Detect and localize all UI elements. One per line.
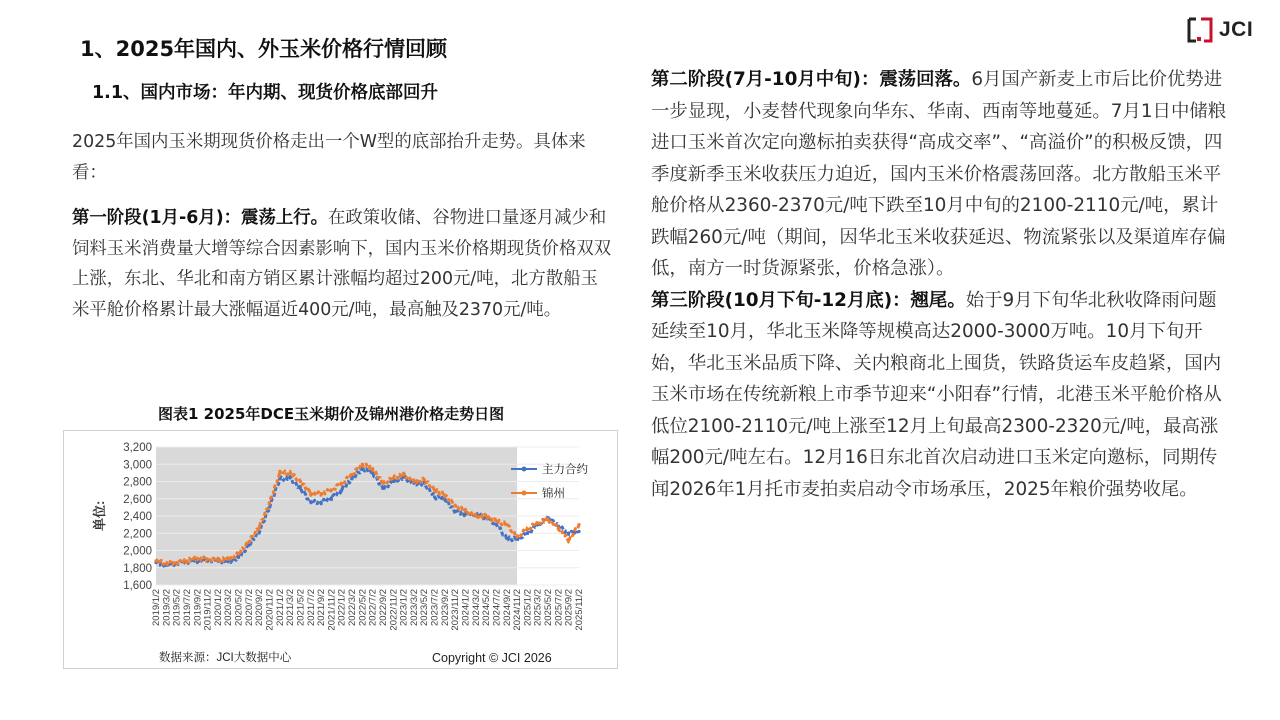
data-point <box>299 480 302 483</box>
y-axis-label: 单位: <box>92 500 107 531</box>
data-point <box>433 489 436 492</box>
data-point <box>299 487 302 490</box>
x-tick-label: 2022/11/2 <box>388 589 400 631</box>
data-point <box>309 501 312 504</box>
x-tick-label: 2024/11/2 <box>512 589 524 631</box>
x-tick-label: 2022/7/2 <box>367 589 379 626</box>
x-tick-label: 2025/5/2 <box>543 589 555 626</box>
data-point <box>392 480 395 483</box>
x-tick-label: 2024/5/2 <box>481 589 493 626</box>
x-tick-label: 2021/3/2 <box>285 589 297 626</box>
stage1-title: 第一阶段(1月-6月)：震荡上行。 <box>72 208 329 228</box>
x-tick-label: 2020/1/2 <box>212 589 224 626</box>
x-tick-label: 2019/7/2 <box>181 589 193 626</box>
x-tick-labels <box>151 589 585 631</box>
section-title: 1、2025年国内、外玉米价格行情回顾 <box>80 37 448 61</box>
intro-paragraph <box>72 127 612 188</box>
data-point <box>381 482 384 485</box>
data-point <box>154 559 157 562</box>
data-point <box>567 532 570 535</box>
stage2-paragraph <box>651 64 1227 285</box>
data-point <box>464 509 467 512</box>
data-point <box>454 510 457 513</box>
x-tick-label: 2025/3/2 <box>532 589 544 626</box>
y-tick-label: 1,800 <box>123 562 152 575</box>
y-tick-label: 3,000 <box>123 459 152 472</box>
data-point <box>247 540 250 543</box>
data-point <box>289 476 292 479</box>
data-point <box>196 557 199 560</box>
x-tick-label: 2022/1/2 <box>336 589 348 626</box>
data-point <box>237 556 240 559</box>
data-point <box>577 530 580 533</box>
data-point <box>536 521 539 524</box>
y-tick-label: 1,600 <box>123 580 152 592</box>
x-tick-label: 2025/11/2 <box>574 589 585 631</box>
stage2-body: 6月国产新麦上市后比价优势进一步显现，小麦替代现象向华东、华南、西南等地蔓延。7月1日中储粮进口玉米首次定向邀标拍卖获得“高成交率”、“高溢价”的积极反馈，四季度新季玉米收获压力迫近，国内玉米价格震荡回落。北方散船玉米平舱价格从2360-2370元/吨下跌至10月中旬的2100-2110元/吨，累计跌幅260元/吨（期间，因华北玉米收获延迟、物流紧张以及渠道库存偏低，南方一时货源紧张，价格急涨）。 <box>651 69 1227 279</box>
x-tick-label: 2025/7/2 <box>553 589 565 626</box>
data-point <box>340 489 343 492</box>
x-tick-label: 2023/11/2 <box>450 589 462 631</box>
copyright-note: Copyright © JCI 2026 <box>432 651 552 665</box>
data-point <box>567 539 570 542</box>
data-point <box>546 518 549 521</box>
data-point <box>165 562 168 565</box>
x-tick-label: 2023/7/2 <box>429 589 441 626</box>
x-tick-label: 2021/11/2 <box>326 589 338 631</box>
x-tick-label: 2021/7/2 <box>305 589 317 626</box>
data-point <box>381 487 384 490</box>
x-tick-label: 2023/5/2 <box>419 589 431 626</box>
x-tick-label: 2019/5/2 <box>171 589 183 626</box>
x-tick-label: 2024/1/2 <box>460 589 472 626</box>
x-tick-label: 2024/9/2 <box>501 589 513 626</box>
data-point <box>526 532 529 535</box>
x-tick-label: 2019/11/2 <box>202 589 214 631</box>
x-tick-label: 2025/1/2 <box>522 589 534 626</box>
x-tick-label: 2019/1/2 <box>151 589 162 626</box>
data-point <box>505 537 508 540</box>
data-point <box>443 494 446 497</box>
logo-text: JCI <box>1219 18 1254 41</box>
data-point <box>309 492 312 495</box>
data-point <box>454 504 457 507</box>
legend-marker <box>522 491 527 496</box>
data-point <box>433 495 436 498</box>
stage3-title: 第三阶段(10月下旬-12月底)：翘尾。 <box>651 289 966 311</box>
data-point <box>319 492 322 495</box>
data-point <box>330 496 333 499</box>
data-point <box>371 467 374 470</box>
x-tick-label: 2025/9/2 <box>563 589 575 626</box>
data-point <box>268 501 271 504</box>
x-tick-label: 2023/1/2 <box>398 589 410 626</box>
x-tick-label: 2022/9/2 <box>377 589 389 626</box>
price-chart <box>63 430 618 669</box>
stage1-paragraph <box>72 203 612 325</box>
y-tick-label: 2,400 <box>123 511 152 523</box>
data-point <box>237 552 240 555</box>
stage3-paragraph <box>651 285 1227 506</box>
right-column <box>651 64 1227 505</box>
data-point <box>485 514 488 517</box>
data-point <box>361 463 364 466</box>
data-point <box>227 558 230 561</box>
x-tick-label: 2020/11/2 <box>264 589 276 631</box>
data-point <box>289 471 292 474</box>
legend-label: 主力合约 <box>542 464 588 476</box>
data-point <box>319 501 322 504</box>
y-tick-labels <box>123 442 152 592</box>
x-tick-label: 2020/3/2 <box>223 589 235 626</box>
jci-logo-icon <box>1187 17 1213 43</box>
data-point <box>577 523 580 526</box>
data-point <box>557 526 560 529</box>
x-tick-label: 2021/5/2 <box>295 589 307 626</box>
y-tick-label: 3,200 <box>123 442 152 454</box>
data-point <box>526 527 529 530</box>
stage2-title: 第二阶段(7月-10月中旬)：震荡回落。 <box>651 69 972 90</box>
jci-logo <box>1187 17 1253 43</box>
data-point <box>505 523 508 526</box>
x-tick-label: 2023/3/2 <box>408 589 420 626</box>
y-tick-label: 2,800 <box>123 476 152 489</box>
data-point <box>340 482 343 485</box>
data-point <box>392 476 395 479</box>
x-tick-label: 2020/5/2 <box>233 589 245 626</box>
y-tick-label: 2,000 <box>123 545 152 558</box>
x-tick-label: 2020/9/2 <box>254 589 266 626</box>
legend-marker <box>522 467 527 472</box>
data-point <box>350 473 353 476</box>
data-point <box>185 559 188 562</box>
x-tick-label: 2020/7/2 <box>243 589 255 626</box>
data-point <box>330 489 333 492</box>
x-tick-label: 2024/7/2 <box>491 589 503 626</box>
price-chart-svg <box>64 431 617 668</box>
intro-text: 2025年国内玉米期现货价格走出一个W型的底部抬升走势。具体来看： <box>72 132 586 183</box>
source-note: 数据来源：JCI大数据中心 <box>159 652 292 664</box>
subsection-title: 1.1、国内市场：年内期、现货价格底部回升 <box>92 83 438 103</box>
stage1-body: 在政策收储、谷物进口量逐月减少和饲料玉米消费量大增等综合因素影响下，国内玉米价格期现货价格双双上涨，东北、华北和南方销区累计涨幅均超过200元/吨，北方散船玉米平舱价格累计最大涨幅逼近400元/吨，最高触及2370元/吨。 <box>72 208 612 320</box>
data-point <box>402 473 405 476</box>
data-point <box>216 558 219 561</box>
data-point <box>423 478 426 481</box>
x-tick-label: 2019/3/2 <box>161 589 173 626</box>
data-point <box>474 514 477 517</box>
data-point <box>412 480 415 483</box>
data-point <box>278 471 281 474</box>
y-tick-label: 2,600 <box>123 493 152 506</box>
x-tick-label: 2023/9/2 <box>439 589 451 626</box>
data-point <box>515 535 518 538</box>
stage3-body: 始于9月下旬华北秋收降雨问题延续至10月，华北玉米降等规模高达2000-3000万吨。10月下旬开始，华北玉米品质下降、关内粮商北上囤货，铁路货运车皮趋紧，国内玉米市场在传统新粮上市季节迎来“小阳春”行情，北港玉米平舱价格从低位2100-2110元/吨上涨至12月上旬最高2300-2320元/吨，最高涨幅200元/吨左右。12月16日东北首次启动进口玉米定向邀标，同期传闻2026年1月托市麦拍卖启动令市场承压，2025年粮价强势收尾。 <box>651 289 1222 500</box>
data-point <box>258 526 261 529</box>
x-tick-label: 2019/9/2 <box>192 589 204 626</box>
x-tick-label: 2021/9/2 <box>316 589 328 626</box>
data-point <box>495 520 498 523</box>
figure-caption: 图表1 2025年DCE玉米期价及锦州港价格走势日图 <box>158 405 505 423</box>
x-tick-label: 2021/1/2 <box>274 589 286 626</box>
data-point <box>206 558 209 561</box>
legend-label: 锦州 <box>542 488 565 500</box>
y-tick-label: 2,200 <box>123 528 152 541</box>
data-point <box>175 561 178 564</box>
x-tick-label: 2022/5/2 <box>357 589 369 626</box>
x-tick-label: 2024/3/2 <box>470 589 482 626</box>
x-tick-label: 2022/3/2 <box>347 589 359 626</box>
